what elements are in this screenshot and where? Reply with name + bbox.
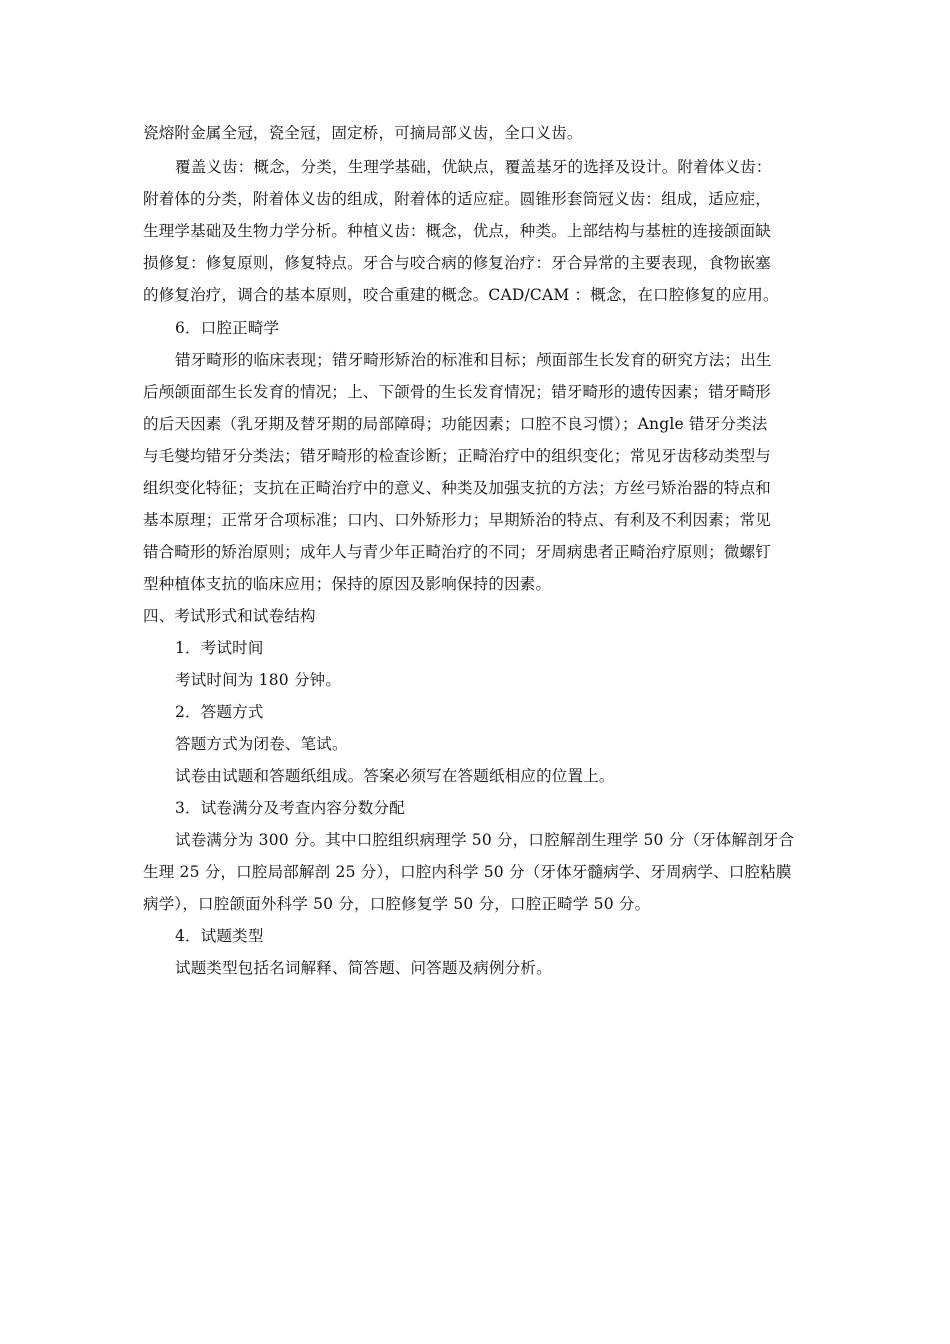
text-line: 损修复：修复原则，修复特点。牙合与咬合病的修复治疗：牙合异常的主要表现，食物嵌塞 bbox=[143, 254, 772, 272]
text-line: 试卷由试题和答题纸组成。答案必须写在答题纸相应的位置上。 bbox=[175, 767, 615, 785]
text-line: 型种植体支抗的临床应用；保持的原因及影响保持的因素。 bbox=[143, 575, 552, 593]
text-line: 基本原理；正常牙合项标准；口内、口外矫形力；早期矫治的特点、有利及不利因素；常见 bbox=[143, 511, 772, 529]
text-line: 与毛燮均错牙分类法；错牙畸形的检查诊断；正畸治疗中的组织变化；常见牙齿移动类型与 bbox=[143, 447, 772, 465]
text-line: 后颅颌面部生长发育的情况；上、下颌骨的生长发育情况；错牙畸形的遗传因素；错牙畸形 bbox=[143, 383, 772, 401]
text-line: 错合畸形的矫治原则；成年人与青少年正畸治疗的不同；牙周病患者正畸治疗原则；微螺钉 bbox=[143, 543, 772, 561]
text-line: 附着体的分类，附着体义齿的组成，附着体的适应症。圆锥形套筒冠义齿：组成，适应症， bbox=[143, 190, 772, 208]
subsection-heading: 3．试卷满分及考查内容分数分配 bbox=[175, 799, 405, 817]
text-line: 答题方式为闭卷、笔试。 bbox=[175, 735, 348, 753]
text-line: 覆盖义齿：概念，分类，生理学基础，优缺点，覆盖基牙的选择及设计。附着体义齿： bbox=[175, 158, 772, 176]
text-line: 试题类型包括名词解释、简答题、问答题及病例分析。 bbox=[175, 959, 552, 977]
section-heading: 四、考试形式和试卷结构 bbox=[143, 607, 316, 625]
text-line: 生理学基础及生物力学分析。种植义齿：概念，优点，种类。上部结构与基桩的连接颌面缺 bbox=[143, 222, 772, 240]
text-line: 试卷满分为 300 分。其中口腔组织病理学 50 分，口腔解剖生理学 50 分（牙体解剖牙合 bbox=[175, 831, 795, 849]
text-line: 组织变化特征；支抗在正畸治疗中的意义、种类及加强支抗的方法；方丝弓矫治器的特点和 bbox=[143, 479, 772, 497]
text-line: 错牙畸形的临床表现；错牙畸形矫治的标准和目标；颅面部生长发育的研究方法；出生 bbox=[175, 351, 772, 369]
text-line: 考试时间为 180 分钟。 bbox=[175, 671, 342, 689]
text-line: 的后天因素（乳牙期及替牙期的局部障碍；功能因素；口腔不良习惯）；Angle 错牙分类法 bbox=[143, 415, 768, 433]
subsection-heading: 1．考试时间 bbox=[175, 639, 264, 657]
subsection-heading: 4．试题类型 bbox=[175, 927, 264, 945]
text-line: 的修复治疗，调合的基本原则，咬合重建的概念。CAD/CAM ：概念，在口腔修复的应用。 bbox=[143, 286, 779, 304]
text-line: 生理 25 分，口腔局部解剖 25 分），口腔内科学 50 分（牙体牙髓病学、牙周病学、口腔粘膜 bbox=[143, 863, 792, 881]
text-line: 病学），口腔颌面外科学 50 分，口腔修复学 50 分，口腔正畸学 50 分。 bbox=[143, 895, 651, 913]
text-line: 瓷熔附金属全冠，瓷全冠，固定桥，可摘局部义齿，全口义齿。 bbox=[143, 124, 583, 142]
section-heading: 6．口腔正畸学 bbox=[175, 319, 280, 337]
subsection-heading: 2．答题方式 bbox=[175, 703, 264, 721]
